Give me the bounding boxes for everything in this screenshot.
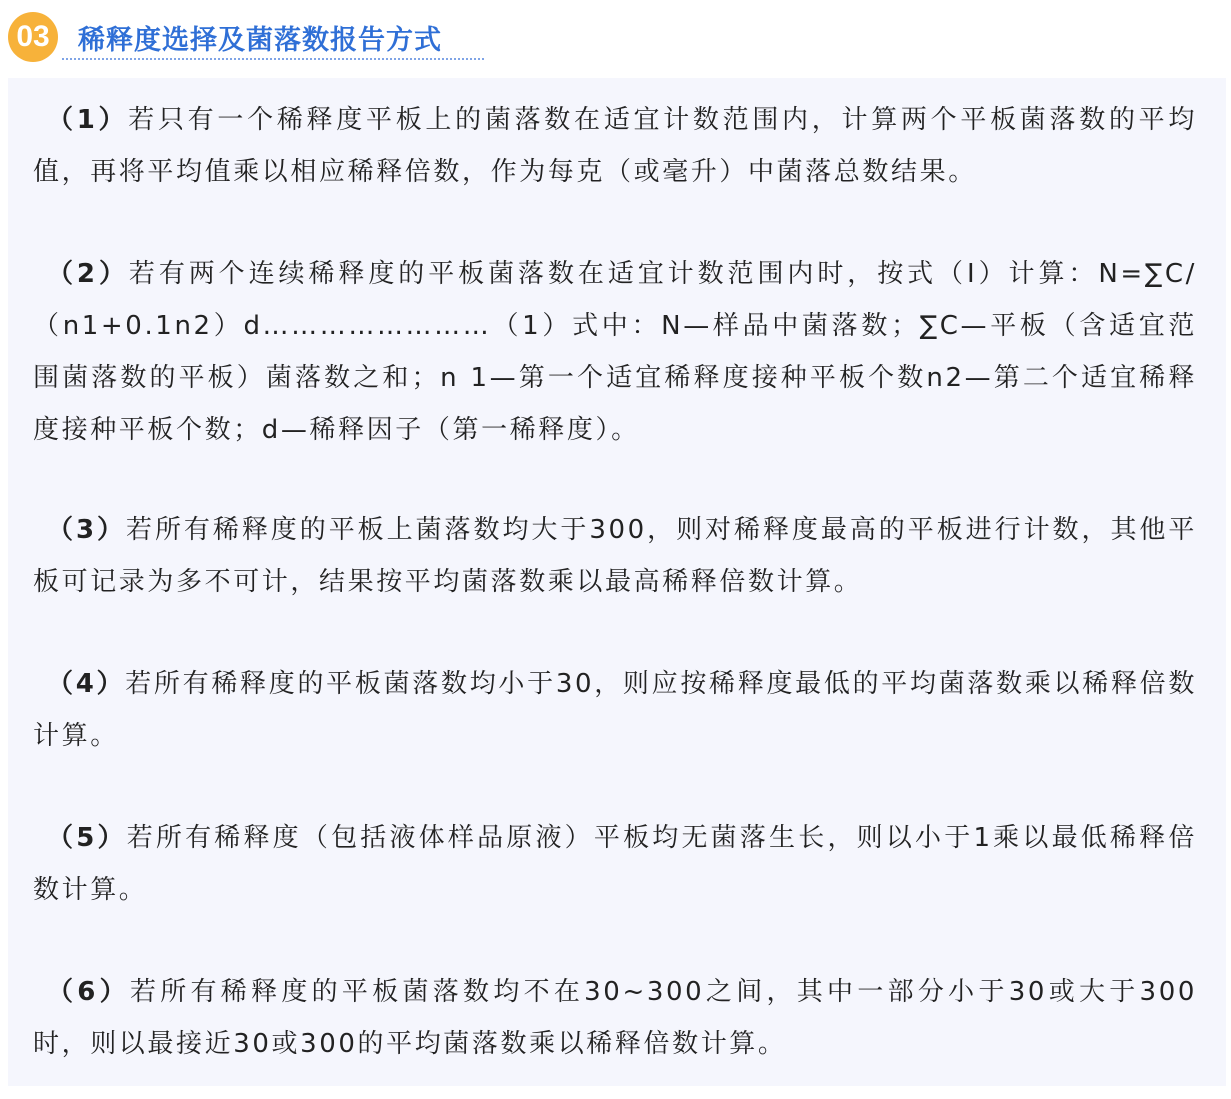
paragraph-2	[33, 248, 1197, 456]
paragraph-text: 若只有一个稀释度平板上的菌落数在适宜计数范围内，计算两个平板菌落数的平均值，再将平均值乘以相应稀释倍数，作为每克（或毫升）中菌落总数结果。	[33, 105, 1197, 187]
paragraph-number: （3）	[47, 515, 126, 545]
paragraph-number: （2）	[47, 259, 129, 289]
paragraph-text: 若有两个连续稀释度的平板菌落数在适宜计数范围内时，按式（I）计算：N=∑C/（n1+0.1n2）d……………………（1）式中：N—样品中菌落数；∑C—平板（含适宜范围菌落数的平板）菌落数之和；n 1—第一个适宜稀释度接种平板个数n2—第二个适宜稀释度接种平板个数；d—稀释因子（第一稀释度）。	[33, 259, 1197, 445]
paragraph-text: 若所有稀释度的平板上菌落数均大于300，则对稀释度最高的平板进行计数，其他平板可记录为多不可计，结果按平均菌落数乘以最高稀释倍数计算。	[33, 515, 1197, 597]
paragraph-text: 若所有稀释度的平板菌落数均不在30~300之间，其中一部分小于30或大于300时，则以最接近30或300的平均菌落数乘以稀释倍数计算。	[33, 977, 1197, 1059]
title-dotted-underline	[62, 58, 484, 60]
section-title: 稀释度选择及菌落数报告方式	[78, 25, 442, 56]
content-panel	[8, 78, 1226, 1086]
section-header	[8, 12, 488, 62]
paragraph-6	[33, 966, 1197, 1070]
paragraph-number: （5）	[47, 823, 127, 853]
paragraph-number: （1）	[47, 105, 129, 135]
paragraph-text: 若所有稀释度（包括液体样品原液）平板均无菌落生长，则以小于1乘以最低稀释倍数计算。	[33, 823, 1197, 905]
section-number-badge: 03	[8, 12, 58, 62]
paragraph-4	[33, 658, 1197, 762]
paragraph-text: 若所有稀释度的平板菌落数均小于30，则应按稀释度最低的平均菌落数乘以稀释倍数计算。	[33, 669, 1197, 751]
paragraph-number: （4）	[47, 669, 126, 699]
paragraph-1	[33, 94, 1197, 198]
paragraph-5	[33, 812, 1197, 916]
paragraph-3	[33, 504, 1197, 608]
paragraph-number: （6）	[47, 977, 130, 1007]
